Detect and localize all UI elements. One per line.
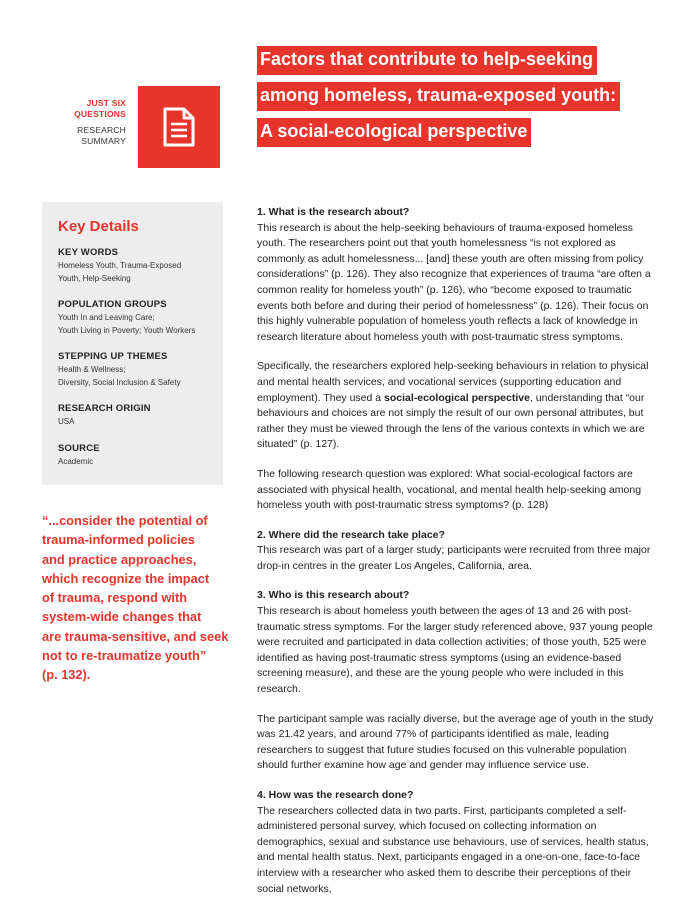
document-icon-box [138, 86, 220, 168]
emphasis-term: social-ecological perspective [384, 391, 530, 404]
quote-line: not to re-traumatize youth” [42, 648, 207, 664]
quote-line: (p. 132). [42, 667, 91, 683]
quote-line: and practice approaches, [42, 551, 197, 567]
section-value: Academic [58, 456, 94, 466]
section-value: USA [58, 417, 75, 426]
title-line-2: among homeless, trauma-exposed youth: [257, 82, 620, 111]
question-4-heading: 4. How was the research done? [257, 789, 414, 801]
question-2-heading: 2. Where did the research take place? [257, 528, 445, 541]
doc-type-line1: RESEARCH [77, 125, 126, 136]
title-line-3: A social-ecological perspective [257, 118, 531, 147]
question-4-paragraph: The researchers collected data in two parts. First, participants completed a self-administered personal survey, which focused on collecting information on demographics, sexual and substance use behaviours, use of services, health status, and mental health status. Next, participants engaged in a one-on-one, face-to-face interview with a researcher who asked them to describe their perceptions of their social networks, [257, 804, 649, 895]
paragraph-text: , understanding that “our behaviours and choices are not simply the result of our own personal attributes, but rather they must be viewed through the lens of the various contexts in which we are situated” (p. 127). [257, 391, 645, 451]
stepping-up-themes-section [58, 351, 215, 389]
key-details-title: Key Details [58, 218, 139, 235]
pull-quote [42, 511, 234, 685]
doc-type-line2: SUMMARY [81, 135, 126, 146]
section-heading: RESEARCH ORIGIN [58, 403, 151, 414]
quote-line: which recognize the impact [42, 570, 210, 586]
section-value: Health & Wellness; [58, 365, 126, 374]
section-heading: SOURCE [58, 442, 100, 454]
page-title [257, 46, 620, 154]
question-2-paragraph: This research was part of a larger study; participants were recruited from three major drop-in centres in the greater Los Angeles, California, area. [257, 544, 651, 572]
research-origin-section [58, 403, 215, 429]
series-label-line1: JUST SIX [86, 98, 126, 108]
question-3-heading: 3. Who is this research about? [257, 589, 410, 602]
question-3-paragraph: The participant sample was racially diverse, but the average age of youth in the study was 21.42 years, and around 77% of participants identified as male, leading researchers to suggest that future studies focused on this vulnerable population should further examine how age and gender may influence service use. [257, 712, 654, 772]
question-1-heading: 1. What is the research about? [257, 206, 410, 218]
section-value: Youth, Help-Seeking [58, 273, 131, 283]
quote-line: of trauma, respond with [42, 590, 188, 606]
question-1-paragraph: This research is about the help-seeking behaviours of trauma-exposed homeless youth. The researchers point out that youth homelessness “is not explored as commonly as adult homelessness... [and] these youth are often missing from policy considerations” (p. 126). They also recognize that experiences of trauma “are often a common reality for homeless youth” (p. 126), who “become exposed to traumatic events both before and during their period of homelessness” (p. 126). Their focus on this highly vulnerable population of homeless youth reflects a lack of knowledge in research literature about homeless youth with post-traumatic stress symptoms. [257, 221, 651, 343]
document-icon [162, 107, 196, 147]
quote-line: trauma-informed policies [42, 532, 195, 548]
series-label-line2: QUESTIONS [74, 108, 126, 119]
key-details-panel [42, 202, 223, 485]
section-value: Diversity, Social Inclusion & Safety [58, 377, 181, 387]
section-value: Homeless Youth, Trauma-Exposed [58, 261, 182, 270]
section-heading: STEPPING UP THEMES [58, 351, 168, 362]
title-line-1: Factors that contribute to help-seeking [257, 46, 597, 75]
main-content [257, 205, 657, 897]
quote-line: “...consider the potential of [42, 513, 208, 528]
key-words-section [58, 247, 215, 285]
question-3-paragraph: This research is about homeless youth between the ages of 13 and 26 with post-traumatic stress symptoms. For the larger study referenced above, 937 young people were recruited and participated in data collection activities; of those youth, 525 were identified as having post-traumatic stress symptoms (using an evidence-based screening measure), and these are the young people who were included in this research. [257, 605, 653, 696]
population-groups-section [58, 299, 215, 337]
section-value: Youth Living in Poverty; Youth Workers [58, 325, 196, 335]
quote-line: system-wide changes that [42, 609, 202, 625]
section-value: Youth In and Leaving Care; [58, 313, 155, 322]
question-1-paragraph: The following research question was explored: What social-ecological factors are associated with physical health, vocational, and mental health help-seeking among homeless youth with post-traumatic stress symptoms? (p. 128) [257, 467, 642, 512]
section-heading: KEY WORDS [58, 247, 119, 258]
paragraph-text: Specifically, the researchers explored help-seeking behaviours in relation to physical and mental health services, and vocational services (supporting education and employment). They used a [257, 360, 649, 404]
source-section [58, 443, 215, 469]
series-label [60, 98, 126, 147]
quote-line: are trauma-sensitive, and seek [42, 628, 229, 644]
question-1-paragraph [257, 359, 657, 453]
section-heading: POPULATION GROUPS [58, 299, 167, 310]
